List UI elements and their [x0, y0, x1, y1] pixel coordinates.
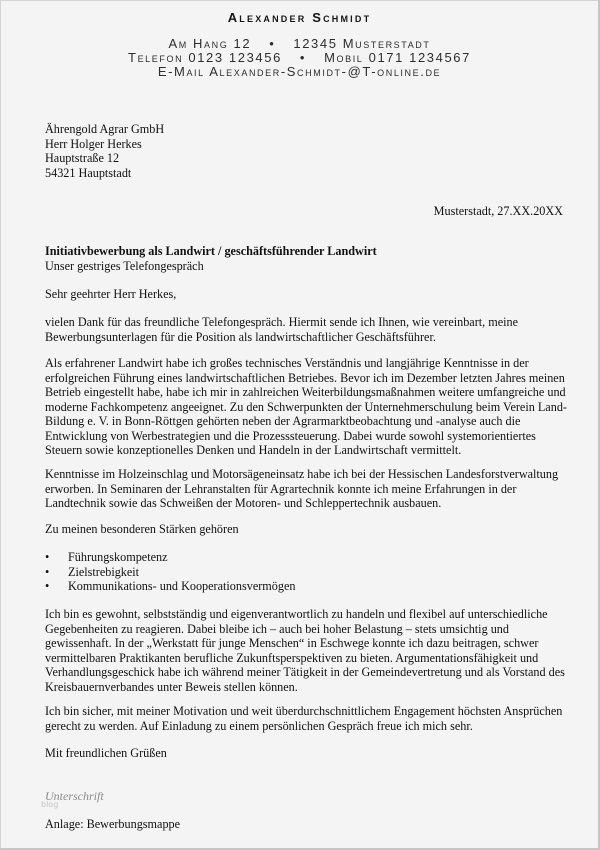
strengths-intro: Zu meinen besonderen Stärken gehören: [45, 522, 239, 536]
paragraph-experience: Als erfahrener Landwirt habe ich großes technisches Verständnis und langjährige Kenntnisse in der erfolgreichen Führung eines landwirtschaftlichen Betriebes. Bevor ich im Dezember letzten Jahres meinen Betrieb eingestellt habe, habe ich mir in zahlreichen Weiterbildungsmaßnahmen weitere umfangreiche und moderne Fachkompetenz angeeignet. Zu den Schwerpunkten der Unternehmerschulung beim Verein Land-Bildung e. V. in Bonn-Röttgen gehörten neben der Agrarmarktbeobachtung und -analyse auch die Entwicklung von Werbestrategien und die Prozesssteuerung. Dabei wurde sowohl systemorientiertes Steuern sowie konzeptionelles Denken und Handeln in der Landwirtschaft vermittelt.: [45, 356, 567, 457]
recipient-contact: Herr Holger Herkes: [45, 136, 142, 151]
paragraph-personality: Ich bin es gewohnt, selbstständig und eigenverantwortlich zu handeln und flexibel auf unterschiedliche Gegebenheiten zu reagieren. Dabei bleibe ich – auch bei hoher Belastung – stets umsichtig und gewissenhaft. In der „Werkstatt für junge Menschen“ in Eschwege konnte ich dazu beitragen, schwer vermittelbaren Praktikanten berufliche Zukunftsperspektiven zu bieten. Argumentationsfähigkeit und Verhandlungsgeschick habe ich während meiner Tätigkeit in der Gemeindevertretung und als Vorstand des Kreisbauernverbandes unter Beweis stellen können.: [45, 607, 565, 694]
recipient-address: [45, 122, 164, 180]
separator-dot: •: [299, 50, 307, 65]
list-item: • Kommunikations- und Kooperationsvermögen: [45, 579, 296, 593]
watermark: blog: [41, 800, 59, 809]
sender-city: 12345 Musterstadt: [293, 36, 431, 51]
paragraph-closing: Ich bin sicher, mit meiner Motivation und weit überdurchschnittlichem Engagement höchsten Ansprüchen gerecht zu werden. Auf Einladung zu einem persönlichen Gespräch freue ich mich sehr.: [45, 704, 563, 733]
salutation: Sehr geehrter Herr Herkes,: [45, 287, 177, 301]
sender-address-line: [1, 37, 598, 51]
bullet-icon: •: [45, 564, 50, 579]
separator-dot: •: [269, 36, 276, 51]
subject-title: Initiativbewerbung als Landwirt / geschäftsführender Landwirt: [45, 244, 377, 258]
recipient-city: 54321 Hauptstadt: [45, 165, 132, 180]
subject-reference: Unser gestriges Telefongespräch: [45, 258, 204, 273]
attachment-note: Anlage: Bewerbungsmappe: [45, 817, 181, 831]
bullet-icon: •: [45, 550, 50, 564]
closing-greeting: Mit freundlichen Grüßen: [45, 746, 167, 760]
paragraph-intro: vielen Dank für das freundliche Telefongespräch. Hiermit sende ich Ihnen, wie vereinbart, meine Bewerbungsunterlagen für die Position als landwirtschaftlicher Geschäftsführer.: [45, 315, 519, 344]
bullet-icon: •: [45, 579, 50, 593]
strengths-list: [45, 550, 295, 594]
recipient-street: Hauptstraße 12: [45, 151, 120, 165]
list-item: • Führungskompetenz: [45, 550, 168, 564]
sender-contact-block: [1, 37, 598, 79]
sender-street: Am Hang 12: [168, 36, 252, 51]
signature-placeholder: Unterschrift: [45, 789, 104, 803]
paragraph-skills: Kenntnisse im Holzeinschlag und Motorsägeneinsatz habe ich bei der Hessischen Landesforstverwaltung erworben. In Seminaren der Lehranstalten für Agrartechnik konnte ich meine Erfahrungen in der Landtechnik sowie das Schweißen der Motoren- und Schleppertechnik ausbauen.: [45, 467, 559, 510]
subject-block: [45, 244, 377, 273]
sender-phone: Telefon 0123 123456: [128, 50, 282, 65]
sender-name: Alexander Schmidt: [227, 10, 372, 25]
recipient-company: Ährengold Agrar GmbH: [45, 122, 165, 136]
sender-email: E-Mail Alexander-Schmidt-@T-online.de: [157, 64, 442, 79]
sender-mobile: Mobil 0171 1234567: [324, 50, 471, 65]
list-item: • Zielstrebigkeit: [45, 564, 140, 579]
letter-date: Musterstadt, 27.XX.20XX: [433, 204, 563, 218]
sender-phone-line: [1, 51, 598, 65]
